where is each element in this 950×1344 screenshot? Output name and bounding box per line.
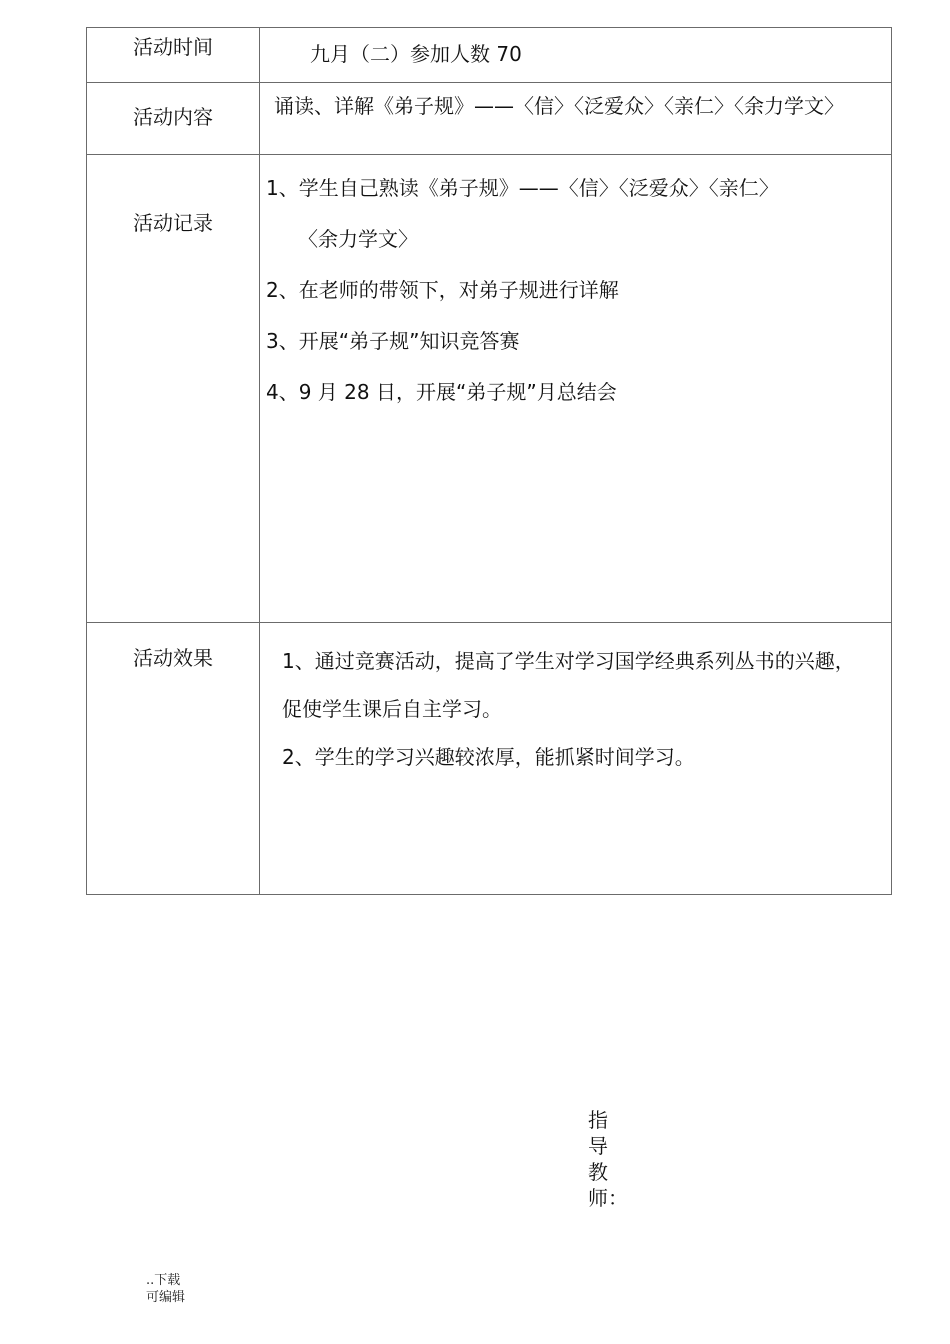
label-content: 活动内容 [133, 105, 213, 129]
label-cell-content [87, 83, 260, 155]
signature-char: 导 [588, 1134, 608, 1158]
table-row-record [87, 155, 892, 623]
record-item-text: 2、在老师的带领下，对弟子规进行详解 [266, 278, 619, 302]
value-cell-time [260, 28, 892, 83]
label-cell-time [87, 28, 260, 83]
label-time: 活动时间 [133, 35, 213, 59]
value-content: 诵读、详解《弟子规》——〈信〉〈泛爱众〉〈亲仁〉〈余力学文〉 [274, 94, 844, 118]
signature-char: 指 [588, 1108, 608, 1132]
record-item-text: 1、学生自己熟读《弟子规》——〈信〉〈泛爱众〉〈亲仁〉 [266, 176, 779, 200]
value-time: 九月（二）参加人数 70 [310, 42, 522, 66]
value-cell-effect [260, 623, 892, 895]
signature-char: 师： [588, 1186, 628, 1210]
record-item-text: 3、开展“弟子规”知识竞答赛 [266, 329, 520, 353]
signature-char: 教 [588, 1160, 608, 1184]
footer-line-download: ..下载 [146, 1273, 181, 1288]
label-effect: 活动效果 [133, 646, 213, 670]
footer-line-editable: 可编辑 [146, 1290, 186, 1305]
label-cell-effect [87, 623, 260, 895]
effect-item-1: 1、通过竞赛活动，提高了学生对学习国学经典系列丛书的兴趣，促使学生课后自主学习。 [282, 649, 855, 721]
record-item-1 [266, 163, 871, 265]
record-item-2 [266, 265, 871, 316]
table-row-content [87, 83, 892, 155]
table-row-time [87, 28, 892, 83]
record-item-continuation: 〈余力学文〉 [298, 227, 418, 251]
value-cell-content [260, 83, 892, 155]
label-cell-record [87, 155, 260, 623]
footer-note [146, 1272, 185, 1306]
value-cell-record [260, 155, 892, 623]
record-list [260, 155, 891, 418]
record-item-3 [266, 316, 871, 367]
record-item-text: 4、9 月 28 日，开展“弟子规”月总结会 [266, 380, 617, 404]
effect-list [260, 623, 891, 781]
supervisor-signature-label [588, 1107, 628, 1211]
table-row-effect [87, 623, 892, 895]
effect-item-2: 2、学生的学习兴趣较浓厚，能抓紧时间学习。 [282, 745, 695, 769]
record-item-4 [266, 367, 871, 418]
label-record: 活动记录 [133, 211, 213, 235]
activity-record-table [86, 27, 892, 895]
